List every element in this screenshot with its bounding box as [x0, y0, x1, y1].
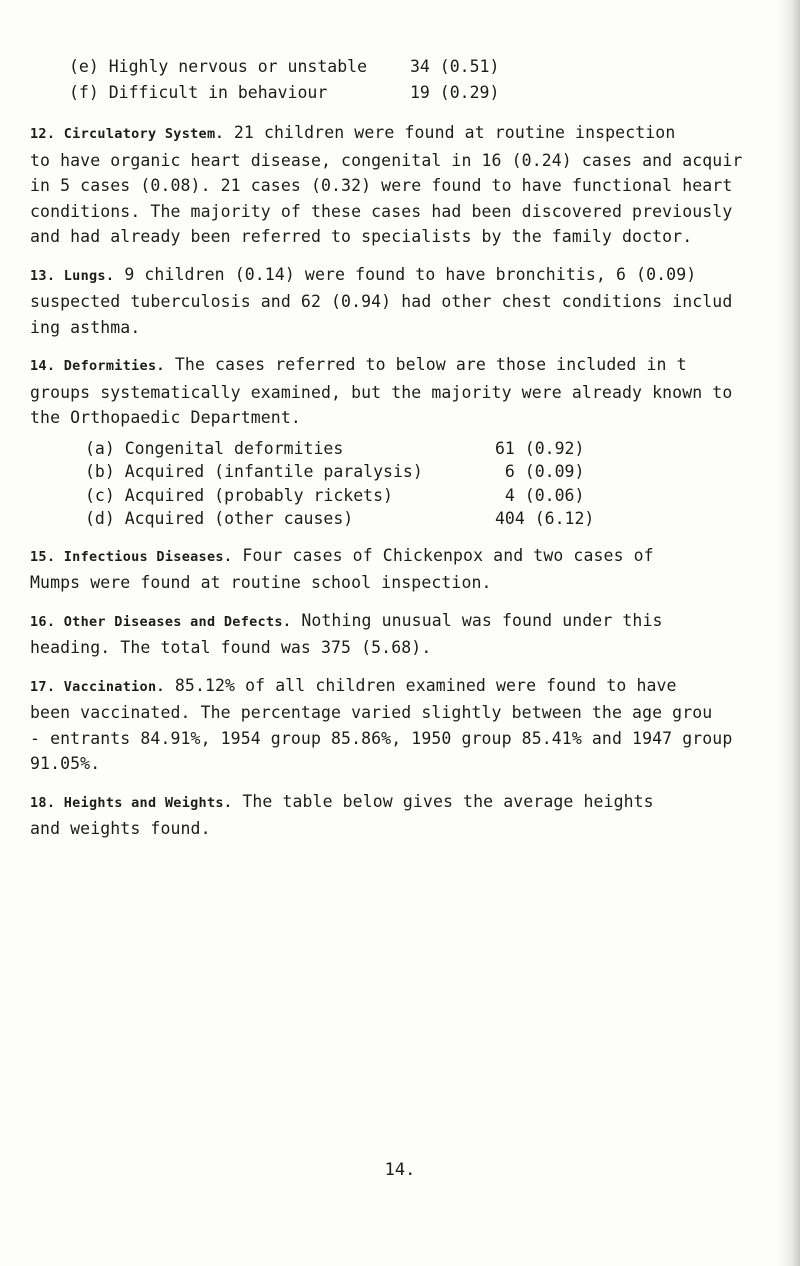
section-lungs [30, 262, 785, 341]
item-value: 34 (0.51) [410, 57, 500, 76]
deformities-list [85, 437, 790, 531]
item-value: 4 (0.06) [495, 485, 585, 505]
item-value: 19 (0.29) [410, 83, 500, 102]
section-heading: 13. Lungs. [30, 267, 115, 284]
item-label: (b) Acquired (infantile paralysis) [85, 462, 423, 481]
item-label: (d) Acquired (other causes) [85, 509, 354, 528]
document-body [30, 54, 790, 854]
item-value: 61 (0.92) [495, 438, 585, 458]
list-item [85, 507, 790, 531]
section-heading: 17. Vaccination. [30, 678, 165, 695]
section-text: The cases referred to below are those included in t groups systematically examined, but the majority were already known to the Orthopaedic Department. [30, 355, 733, 427]
section-text: 85.12% of all children examined were found to have been vaccinated. The percentage varied slightly between the age grou - entrants 84.91%, 1954 group 85.86%, 1950 group 85.41% and 1947 group 91.05%. [30, 675, 733, 773]
section-heights [30, 789, 785, 842]
item-label: (f) Difficult in behaviour [69, 83, 328, 102]
list-item [85, 484, 790, 508]
section-text: Four cases of Chickenpox and two cases of Mumps were found at routine school inspection. [30, 545, 654, 592]
section-circulatory [30, 120, 785, 250]
section-other [30, 608, 785, 661]
list-item [69, 80, 790, 106]
page-number: 14. [384, 1160, 416, 1180]
section-text: Nothing unusual was found under this heading. The total found was 375 (5.68). [30, 610, 663, 657]
section-text: 21 children were found at routine inspection to have organic heart disease, congenital in 16 (0.24) cases and acquir in 5 cases (0.08). 21 cases (0.32) were found to have functional heart conditions. The majority of these cases had been discovered previously and had already been referred to specialists by the family doctor. [30, 123, 743, 246]
item-label: (c) Acquired (probably rickets) [85, 485, 393, 505]
behaviour-list [69, 54, 790, 106]
item-label: (e) Highly nervous or unstable [69, 57, 368, 76]
list-item [85, 437, 790, 461]
section-deformities [30, 352, 785, 431]
section-infectious [30, 543, 785, 596]
section-heading: 16. Other Diseases and Defects. [30, 613, 292, 630]
section-text: 9 children (0.14) were found to have bronchitis, 6 (0.09) suspected tuberculosis and 62 (0.94) had other chest conditions includ ing asthma. [30, 264, 733, 337]
item-label: (a) Congenital deformities [85, 438, 344, 458]
list-item [85, 460, 790, 484]
item-value: 404 (6.12) [495, 509, 595, 528]
list-item [69, 54, 790, 80]
section-vaccination [30, 673, 785, 777]
section-heading: 18. Heights and Weights. [30, 794, 233, 811]
section-heading: 12. Circulatory System. [30, 126, 224, 142]
section-text: The table below gives the average heights and weights found. [30, 791, 654, 838]
section-heading: 15. Infectious Diseases. [30, 548, 233, 565]
section-heading: 14. Deformities. [30, 358, 165, 374]
item-value: 6 (0.09) [495, 462, 585, 481]
